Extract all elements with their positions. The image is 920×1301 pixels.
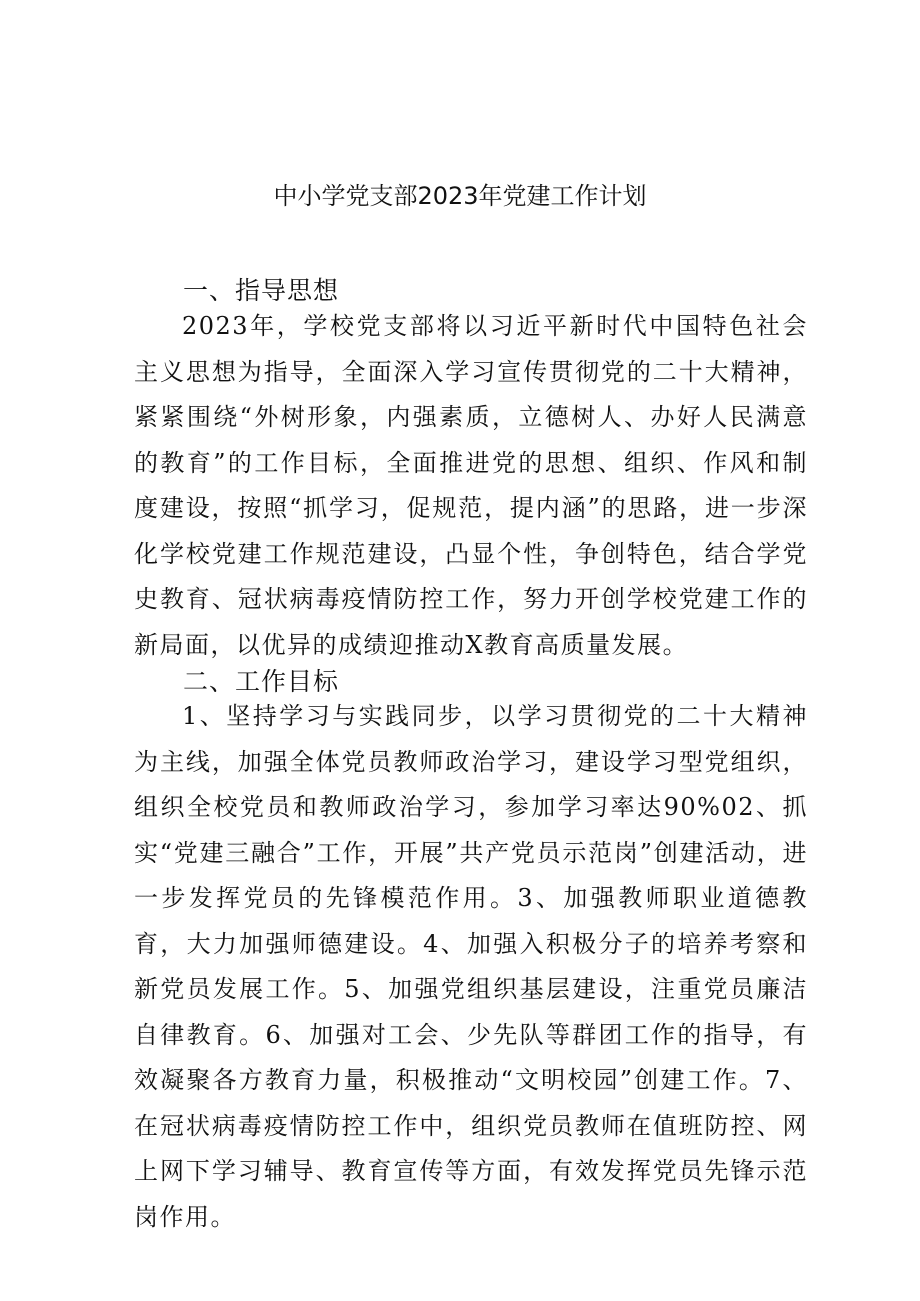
section-heading-guiding-ideology: 一、指导思想 [183, 276, 340, 305]
section-body-guiding-ideology: 2023年，学校党支部将以习近平新时代中国特色社会主义思想为指导，全面深入学习宣传贯彻党的二十大精神，紧紧围绕“外树形象，内强素质，立德树人、办好人民满意的教育”的工作目标，全面推进党的思想、组织、作风和制度建设，按照“抓学习，促规范，提内涵”的思路，进一步深化学校党建工作规范建设，凸显个性，争创特色，结合学党史教育、冠状病毒疫情防控工作，努力开创学校党建工作的新局面，以优异的成绩迎推动X教育高质量发展。 [134, 312, 808, 659]
section-heading-work-goals: 二、工作目标 [183, 667, 340, 696]
document-title: 中小学党支部2023年党建工作计划 [273, 182, 647, 210]
section-body-work-goals: 1、坚持学习与实践同步，以学习贯彻党的二十大精神为主线，加强全体党员教师政治学习，建设学习型党组织，组织全校党员和教师政治学习，参加学习率达90%02、抓实“党建三融合”工作，开展”共产党员示范岗”创建活动，进一步发挥党员的先锋模范作用。3、加强教师职业道德教育，大力加强师德建设。4、加强入积极分子的培养考察和新党员发展工作。5、加强党组织基层建设，注重党员廉洁自律教育。6、加强对工会、少先队等群团工作的指导，有效凝聚各方教育力量，积极推动“文明校园”创建工作。7、在冠状病毒疫情防控工作中，组织党员教师在值班防控、网上网下学习辅导、教育宣传等方面，有效发挥党员先锋示范岗作用。 [134, 702, 808, 1231]
